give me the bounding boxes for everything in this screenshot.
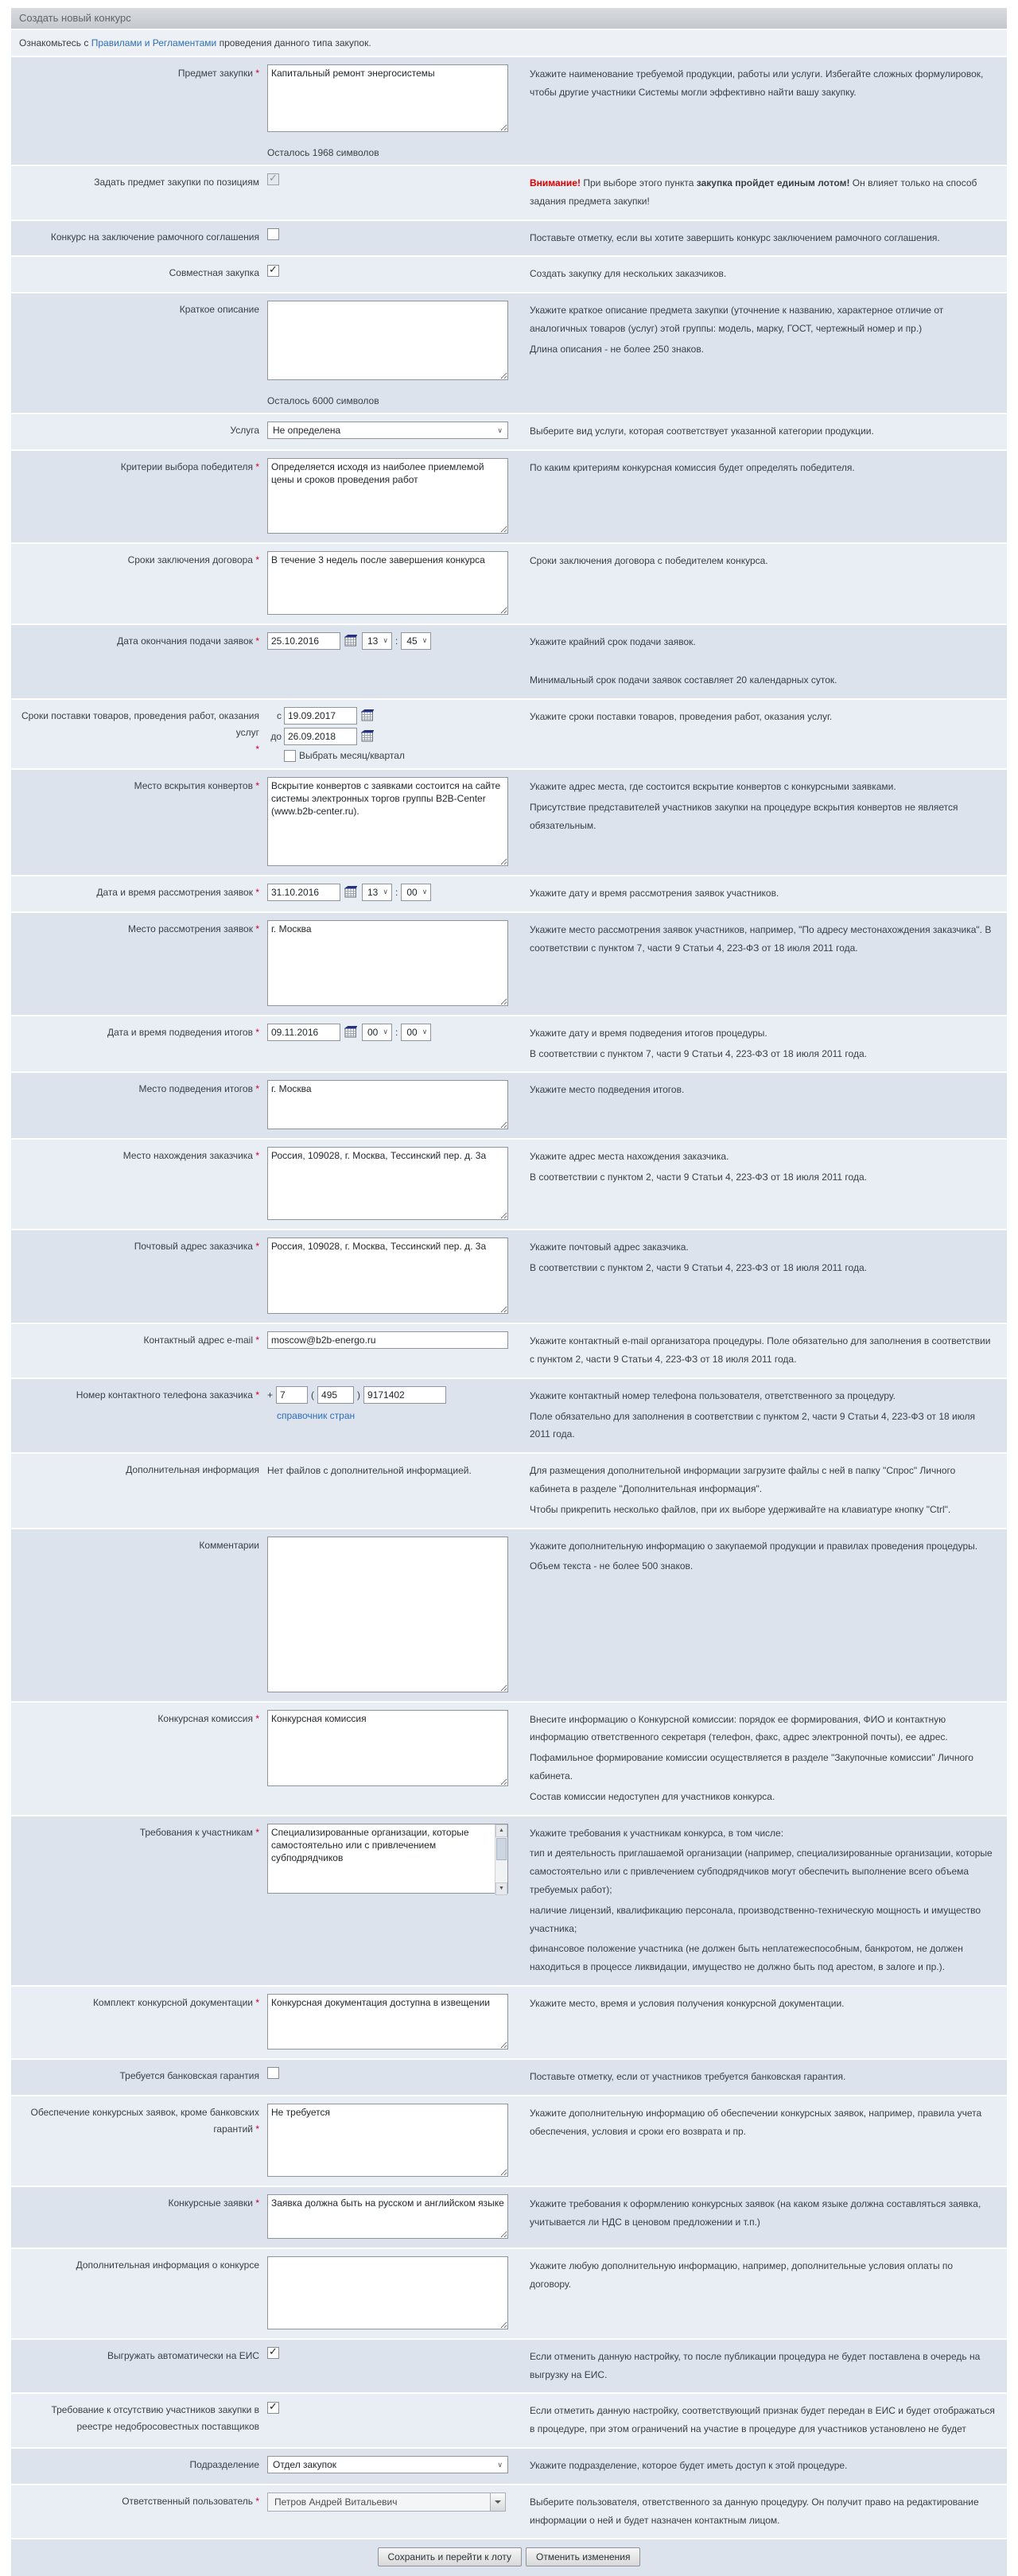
- textarea-field[interactable]: [267, 2104, 508, 2177]
- required-star: *: [252, 1826, 259, 1838]
- scroll-down-icon[interactable]: ▼: [495, 1882, 507, 1895]
- field-label: Выгружать автоматически на ЕИС: [107, 2349, 259, 2361]
- form-row: Дата и время подведения итогов * 09.11.2016 00 ∨ : 00 ∨ Укажите дату и время подведения итогов процедуры. В соответствии с пунктом 7, части 9 Статьи 4, 223-ФЗ от 18 июля 2011 года.: [11, 1016, 1007, 1072]
- textarea-field[interactable]: [267, 2256, 508, 2329]
- field-label: Подразделение: [189, 2459, 259, 2471]
- text-input[interactable]: [267, 1331, 508, 1349]
- checkbox[interactable]: [267, 2402, 279, 2414]
- field-label: Дополнительная информация: [126, 1464, 259, 1476]
- save-button[interactable]: Сохранить и перейти к лоту: [378, 2547, 523, 2566]
- create-tender-form: [11, 8, 1007, 2576]
- required-star: *: [252, 554, 259, 565]
- field-description: Если отменить данную настройку, то после публикации процедура не будет поставлена в очередь на выгрузку на ЕИС.: [530, 2350, 981, 2380]
- field-description: Поставьте отметку, если от участников требуется банковская гарантия.: [530, 2071, 846, 2083]
- form-row: [11, 1230, 1007, 1323]
- textarea-field[interactable]: [267, 777, 508, 866]
- time-select-value: 00: [367, 1026, 379, 1038]
- textarea-field[interactable]: [267, 1080, 508, 1129]
- field-description: Чтобы прикрепить несколько файлов, при их выборе удерживайте на клавиатуре кнопку "Ctrl".: [530, 1503, 951, 1515]
- time-select[interactable]: [362, 1024, 392, 1041]
- field-label: Место вскрытия конвертов: [134, 779, 253, 791]
- field-label: Конкурсные заявки: [168, 2197, 253, 2209]
- textarea-field[interactable]: [267, 1147, 508, 1220]
- date-input[interactable]: [284, 728, 357, 745]
- required-star: *: [252, 1997, 259, 2009]
- field-description: Укажите почтовый адрес заказчика.: [530, 1241, 689, 1253]
- field-description: Укажите подразделение, которое будет иметь доступ к этой процедуре.: [530, 2460, 848, 2472]
- field-description: Минимальный срок подачи заявок составляет 20 календарных суток.: [530, 674, 837, 686]
- description-segment: Он влияет только на способ задания предмета закупки!: [530, 177, 977, 207]
- form-row: [11, 2394, 1007, 2447]
- field-label: Требования к участникам: [139, 1826, 253, 1838]
- field-description: Если отметить данную настройку, соответствующий признак будет передан в ЕИС и будет отображаться в процедуре, при этом ограничений на участие в процедуре для участников установлено не будет: [530, 2405, 995, 2435]
- country-directory-link[interactable]: справочник стран: [277, 1409, 356, 1421]
- chevron-down-icon: ∨: [497, 425, 503, 434]
- calendar-icon[interactable]: [344, 1026, 357, 1038]
- select-field[interactable]: [267, 2456, 508, 2473]
- field-label: Совместная закупка: [169, 267, 259, 279]
- field-description: наличие лицензий, квалификацию персонала, производственно-техническую мощность и имущество участника;: [530, 1904, 981, 1934]
- field-description: Укажите дополнительную информацию о закупаемой продукции и правилах проведения процедуры.: [530, 1540, 978, 1552]
- field-label: Конкурсная комиссия: [157, 1712, 253, 1724]
- date-input[interactable]: [267, 884, 340, 901]
- form-row: [11, 1324, 1007, 1377]
- field-description: Укажите дату и время рассмотрения заявок участников.: [530, 887, 779, 899]
- field-label: Дата и время рассмотрения заявок: [96, 886, 253, 898]
- textarea-field[interactable]: [267, 64, 508, 132]
- form-row: [11, 1816, 1007, 1985]
- time-select-value: 45: [406, 635, 418, 647]
- field-description: В соответствии с пунктом 2, части 9 Статьи 4, 223-ФЗ от 18 июля 2011 года.: [530, 1262, 867, 1274]
- required-star: *: [252, 779, 259, 791]
- form-row: [11, 913, 1007, 1015]
- textarea-field[interactable]: [267, 1824, 508, 1894]
- field-description: Выберите пользователя, ответственного за данную процедуру. Он получит право на редактирование информации о ней и будет назначен контактным лицом.: [530, 2496, 979, 2526]
- select-value: Петров Андрей Витальевич: [274, 2496, 398, 2508]
- calendar-icon[interactable]: [361, 730, 374, 742]
- form-row: [11, 414, 1007, 449]
- chevron-down-icon: ∨: [422, 1028, 428, 1036]
- field-label: Сроки заключения договора: [127, 554, 253, 565]
- intro-text: [11, 30, 1007, 56]
- required-star: *: [252, 2123, 259, 2135]
- form-row: [11, 2340, 1007, 2393]
- field-label: Номер контактного телефона заказчика: [76, 1389, 253, 1401]
- time-select[interactable]: [401, 884, 431, 901]
- phone-number-input[interactable]: [363, 1386, 446, 1404]
- required-star: *: [252, 1083, 259, 1095]
- required-star: *: [252, 460, 259, 472]
- form-row: [11, 257, 1007, 292]
- date-input[interactable]: [284, 707, 357, 725]
- field-description: Для размещения дополнительной информации загрузите файлы с ней в папку "Спрос" Личного кабинета в разделе "Дополнительная информация".: [530, 1465, 956, 1495]
- field-description: Укажите наименование требуемой продукции, работы или услуги. Избегайте сложных формулировок, чтобы другие участники Системы могли эффективно найти вашу закупку.: [530, 68, 984, 98]
- required-star: *: [252, 635, 259, 647]
- field-description: Укажите требования к оформлению конкурсных заявок (на каком языке должна составляться заявка, учитывается ли НДС в ценовом предложении и т.п.): [530, 2197, 981, 2228]
- field-description: Укажите контактный номер телефона пользователя, ответственного за процедуру.: [530, 1389, 896, 1401]
- plus-sign: +: [267, 1389, 274, 1401]
- field-description: Выберите вид услуги, которая соответствует указанной категории продукции.: [530, 425, 874, 437]
- form-row: [11, 2096, 1007, 2186]
- select-value: Отдел закупок: [273, 2459, 337, 2471]
- textarea-field[interactable]: [267, 458, 508, 534]
- field-description: Укажите место рассмотрения заявок участников, например, "По адресу местонахождения заказчика". В соответствии с пунктом 7, части 9 Статьи 4, 223-ФЗ от 18 июля 2011 года.: [530, 923, 992, 954]
- field-description: Пофамильное формирование комиссии осуществляется в разделе "Закупочные комиссии" Личного кабинета.: [530, 1752, 973, 1782]
- required-star: *: [252, 1335, 259, 1346]
- field-description: [530, 174, 996, 211]
- field-label: Ответственный пользователь: [122, 2495, 253, 2507]
- form-row: [11, 1987, 1007, 2058]
- time-select[interactable]: [401, 1024, 431, 1041]
- month-quarter-checkbox-label: Выбрать месяц/квартал: [299, 750, 405, 762]
- field-label: Требование к отсутствию участников закупки в реестре недобросовестных поставщиков: [51, 2404, 259, 2433]
- field-description: Укажите контактный e-mail организатора процедуры. Поле обязательно для заполнения в соответствии с пунктом 2, части 9 Статьи 4, 223-ФЗ от 18 июля 2011 года.: [530, 1335, 991, 1366]
- chevron-down-icon: ∨: [497, 2460, 503, 2469]
- chevron-down-icon: ∨: [422, 636, 428, 645]
- form-row: [11, 544, 1007, 624]
- field-label: Место нахождения заказчика: [122, 1150, 253, 1162]
- textarea-field[interactable]: [267, 920, 508, 1006]
- field-description: Укажите место, время и условия получения конкурсной документации.: [530, 1998, 845, 2010]
- field-description: Укажите место подведения итогов.: [530, 1084, 685, 1096]
- form-row: [11, 1703, 1007, 1815]
- select-value: Не определена: [273, 425, 341, 437]
- form-row: Дата и время рассмотрения заявок * 31.10.2016 13 ∨ : 00 ∨ Укажите дату и время рассмотрения заявок участников.: [11, 876, 1007, 911]
- form-row: [11, 166, 1007, 220]
- textarea-field[interactable]: [267, 1537, 508, 1692]
- field-description: Внесите информацию о Конкурсной комиссии: порядок ее формирования, ФИО и контактную информацию ответственного секретаря (телефон, факс, адрес электронной почты), ее адрес.: [530, 1713, 948, 1743]
- form-row: [11, 451, 1007, 542]
- checkbox[interactable]: [267, 228, 279, 240]
- form-row: [11, 57, 1007, 165]
- checkbox[interactable]: [284, 750, 296, 762]
- field-label: Место рассмотрения заявок: [127, 923, 253, 934]
- field-description: Укажите адрес места нахождения заказчика.: [530, 1151, 729, 1163]
- intro-prefix: Ознакомьтесь с: [19, 37, 91, 49]
- scrollbar-thumb[interactable]: [496, 1838, 507, 1860]
- select-field-disabled: [267, 2492, 506, 2512]
- paren-close: ): [357, 1389, 361, 1401]
- field-description: тип и деятельность приглашаемой организации (например, специализированные организации, которые самостоятельно или с привлечением субподрядчиков могут обеспечить выполнение всего объема требуемых работ);: [530, 1847, 993, 1896]
- field-description: Объем текста - не более 500 знаков.: [530, 1560, 694, 1572]
- field-description: Создать закупку для нескольких заказчиков.: [530, 268, 727, 280]
- form-row: [11, 221, 1007, 256]
- description-segment: При выборе этого пункта: [580, 177, 697, 188]
- form-row: [11, 2060, 1007, 2095]
- required-star: *: [252, 68, 259, 79]
- textarea-field[interactable]: [267, 551, 508, 615]
- field-label: Дополнительная информация о конкурсе: [76, 2259, 259, 2271]
- phone-country-input[interactable]: [276, 1386, 308, 1404]
- required-star: *: [252, 2197, 259, 2209]
- required-star: *: [252, 1241, 259, 1253]
- required-star: *: [252, 1150, 259, 1162]
- field-label: Конкурс на заключение рамочного соглашения: [50, 231, 259, 243]
- field-label: Краткое описание: [179, 304, 259, 316]
- required-star: *: [252, 1712, 259, 1724]
- field-label: Почтовый адрес заказчика: [134, 1241, 253, 1253]
- field-description: Укажите любую дополнительную информацию, например, дополнительные условия оплаты по договору.: [530, 2259, 954, 2290]
- required-star: *: [252, 1389, 259, 1401]
- field-description: финансовое положение участника (не должен быть неплатежеспособным, банкротом, не должен находиться в процессе ликвидации, имущество не должно быть под арестом, в залоге и пр.).: [530, 1943, 963, 1973]
- chevron-down-icon: ∨: [383, 636, 388, 645]
- paren-open: (: [311, 1389, 315, 1401]
- field-description: Укажите сроки поставки товаров, проведения работ, оказания услуг.: [530, 710, 833, 722]
- field-description: Укажите адрес места, где состоится вскрытие конвертов с конкурсными заявками.: [530, 780, 896, 792]
- calendar-icon[interactable]: [344, 635, 357, 647]
- textarea-field[interactable]: [267, 1994, 508, 2050]
- checkbox: [267, 173, 279, 185]
- time-select[interactable]: [362, 632, 392, 650]
- form-row: [11, 2449, 1007, 2484]
- field-label: Услуга: [230, 425, 259, 437]
- required-star: *: [252, 886, 259, 898]
- required-star: *: [252, 1026, 259, 1038]
- field-description: Укажите крайний срок подачи заявок.: [530, 635, 696, 647]
- dropdown-button: [490, 2493, 505, 2511]
- form-row: [11, 293, 1007, 413]
- calendar-icon[interactable]: [361, 709, 374, 721]
- field-description: В соответствии с пунктом 2, части 9 Статьи 4, 223-ФЗ от 18 июля 2011 года.: [530, 1171, 867, 1183]
- time-select-value: 00: [406, 886, 418, 898]
- scroll-up-icon[interactable]: ▲: [495, 1824, 507, 1837]
- form-row: Дата окончания подачи заявок * 25.10.2016 13 ∨ : 45 ∨ Укажите крайний срок подачи заявок. Минимальный срок подачи заявок составляет 20 календарных суток.: [11, 625, 1007, 698]
- field-description: Укажите требования к участникам конкурса, в том числе:: [530, 1827, 784, 1839]
- field-label: Предмет закупки: [177, 68, 253, 79]
- field-label: Дата окончания подачи заявок: [117, 635, 253, 647]
- form-row: [11, 2249, 1007, 2338]
- form-row: [11, 2187, 1007, 2248]
- calendar-icon[interactable]: [344, 886, 357, 898]
- field-label: Требуется банковская гарантия: [119, 2070, 259, 2082]
- field-description: В соответствии с пунктом 7, части 9 Статьи 4, 223-ФЗ от 18 июля 2011 года.: [530, 1047, 867, 1059]
- page-title: Создать новый конкурс: [11, 8, 1007, 29]
- form-row: [11, 1379, 1007, 1452]
- field-description: Укажите дополнительную информацию об обеспечении конкурсных заявок, например, правила учета обеспечения, условия и сроки его возврата и пр.: [530, 2107, 982, 2137]
- textarea-field[interactable]: [267, 301, 508, 380]
- required-star: *: [252, 923, 259, 934]
- required-star: *: [252, 2495, 259, 2507]
- date-from-label: с: [277, 709, 282, 721]
- form-row: [11, 2485, 1007, 2539]
- chevron-down-icon: ∨: [422, 888, 428, 896]
- description-segment: Внимание!: [530, 177, 581, 188]
- field-label: Контактный адрес e-mail: [143, 1335, 253, 1346]
- field-label: Обеспечение конкурсных заявок, кроме банковских гарантий: [30, 2106, 259, 2135]
- field-description: Состав комиссии недоступен для участников конкурса.: [530, 1790, 775, 1802]
- textarea-field[interactable]: [267, 2194, 508, 2239]
- form-rows: [11, 57, 1007, 2538]
- time-select[interactable]: [362, 884, 392, 901]
- field-description: По каким критериям конкурсная комиссия будет определять победителя.: [530, 461, 855, 473]
- field-label: Критерии выбора победителя: [120, 460, 253, 472]
- time-select-value: 00: [406, 1026, 418, 1038]
- chevron-down-icon: ∨: [383, 888, 388, 896]
- rules-link[interactable]: Правилами и Регламентами: [91, 37, 217, 49]
- field-description: Длина описания - не более 250 знаков.: [530, 343, 705, 355]
- form-row: [11, 1454, 1007, 1527]
- description-segment: закупка пройдет единым лотом!: [696, 177, 850, 188]
- required-star: *: [255, 743, 259, 755]
- date-input[interactable]: [267, 1024, 340, 1041]
- field-description: Поставьте отметку, если вы хотите завершить конкурс заключением рамочного соглашения.: [530, 231, 940, 243]
- field-label: Комплект конкурсной документации: [92, 1997, 253, 2009]
- phone-area-input[interactable]: [317, 1386, 354, 1404]
- textarea-field[interactable]: [267, 1710, 508, 1786]
- select-field[interactable]: [267, 422, 508, 439]
- field-description: Сроки заключения договора с победителем конкурса.: [530, 554, 768, 566]
- chars-remaining-note: Осталось 6000 символов: [267, 395, 379, 407]
- chars-remaining-note: Осталось 1968 символов: [267, 147, 379, 158]
- field-label: Задать предмет закупки по позициям: [94, 177, 259, 188]
- checkbox[interactable]: [267, 2347, 279, 2359]
- date-to-label: до: [270, 730, 282, 742]
- field-label: Сроки поставки товаров, проведения работ, оказания услуг: [21, 709, 259, 738]
- field-label: Комментарии: [199, 1539, 259, 1551]
- time-select-value: 13: [367, 635, 379, 647]
- form-row: [11, 1073, 1007, 1138]
- field-label: Место подведения итогов: [138, 1083, 253, 1095]
- field-description: Укажите краткое описание предмета закупки (уточнение к названию, характерное отличие от аналогичных товаров (услуг) этой группы: модель, марку, ГОСТ, чертежный номер и пр.): [530, 305, 944, 334]
- cancel-button[interactable]: Отменить изменения: [526, 2547, 640, 2566]
- checkbox[interactable]: [267, 2067, 279, 2079]
- field-static-text: Нет файлов с дополнительной информацией.: [267, 1465, 472, 1477]
- time-select-value: 13: [367, 886, 379, 898]
- scrollbar[interactable]: [495, 1824, 507, 1895]
- form-row: [11, 1140, 1007, 1229]
- footer-actions: [11, 2539, 1007, 2576]
- field-description: Укажите дату и время подведения итогов процедуры.: [530, 1027, 767, 1039]
- checkbox[interactable]: [267, 265, 279, 277]
- textarea-field[interactable]: [267, 1237, 508, 1314]
- chevron-down-icon: ∨: [383, 1028, 388, 1036]
- time-select[interactable]: [401, 632, 431, 650]
- field-description: Присутствие представителей участников закупки на процедуре вскрытия конвертов не является обязательным.: [530, 801, 958, 831]
- chevron-down-icon: [495, 2500, 501, 2507]
- intro-suffix: проведения данного типа закупок.: [216, 37, 371, 49]
- form-row: [11, 1529, 1007, 1701]
- form-row: [11, 770, 1007, 875]
- date-input[interactable]: [267, 632, 340, 650]
- field-description: Поле обязательно для заполнения в соответствии с пунктом 2, части 9 Статьи 4, 223-ФЗ от 18 июля 2011 года.: [530, 1410, 975, 1440]
- field-label: Дата и время подведения итогов: [107, 1026, 253, 1038]
- form-row: [11, 700, 1007, 768]
